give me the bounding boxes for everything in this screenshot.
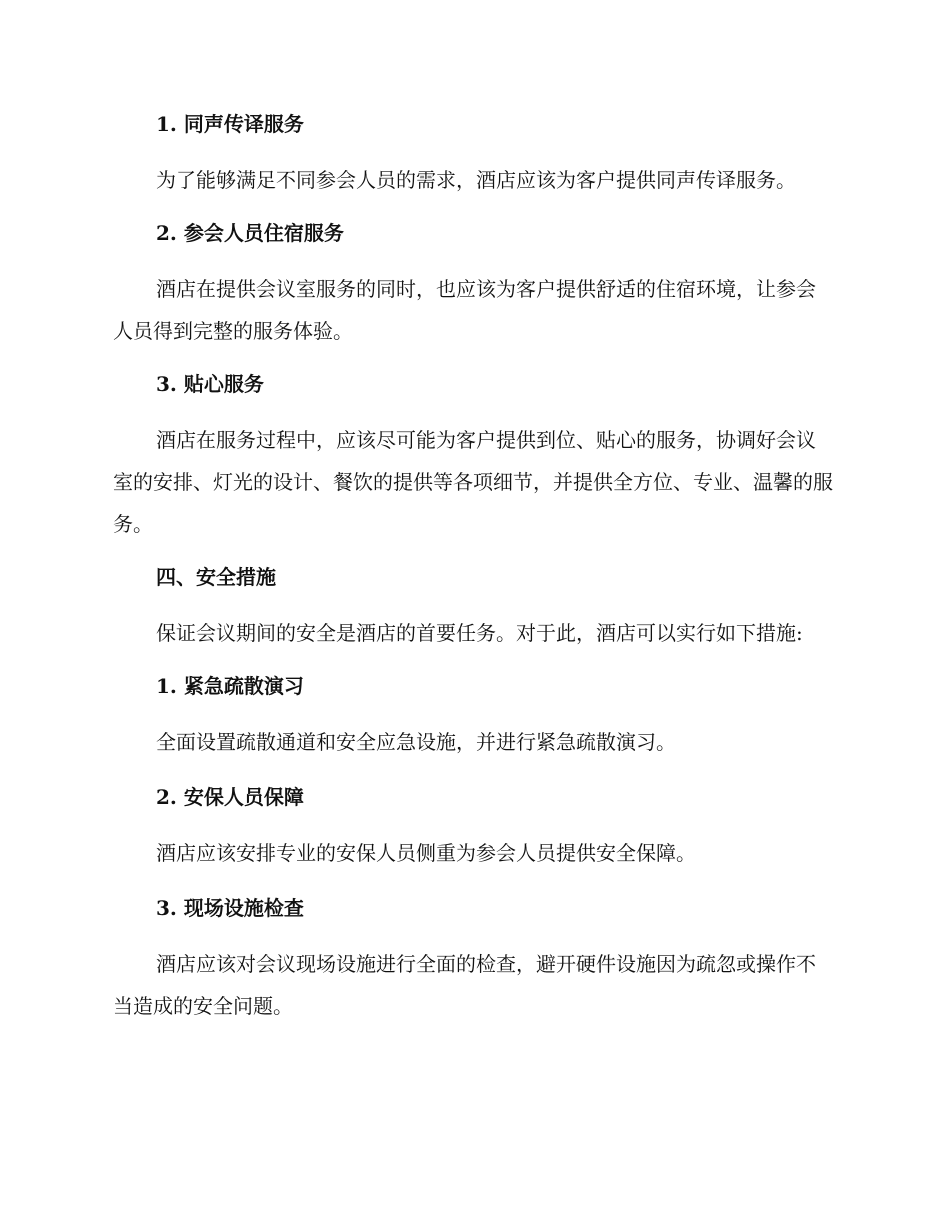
section-paragraph: 全面设置疏散通道和安全应急设施，并进行紧急疏散演习。: [156, 730, 676, 754]
section-heading: 2. 安保人员保障: [156, 785, 304, 809]
section-heading: 1. 同声传译服务: [156, 112, 304, 136]
section-heading: 3. 现场设施检查: [156, 896, 304, 920]
section-heading: 3. 贴心服务: [156, 372, 264, 396]
section-paragraph: 为了能够满足不同参会人员的需求，酒店应该为客户提供同声传译服务。: [156, 168, 796, 192]
section-paragraph: 酒店应该安排专业的安保人员侧重为参会人员提供安全保障。: [156, 841, 696, 865]
section-paragraph: 酒店在服务过程中，应该尽可能为客户提供到位、贴心的服务，协调好会议室的安排、灯光的设计、餐饮的提供等各项细节，并提供全方位、专业、温馨的服务。: [113, 428, 833, 536]
section-paragraph: 保证会议期间的安全是酒店的首要任务。对于此，酒店可以实行如下措施:: [156, 621, 803, 645]
section-heading: 2. 参会人员住宿服务: [156, 221, 344, 245]
document-body: [113, 104, 833, 1039]
section-paragraph: 酒店应该对会议现场设施进行全面的检查，避开硬件设施因为疏忽或操作不当造成的安全问题。: [113, 952, 816, 1018]
section-heading: 四、安全措施: [156, 565, 276, 589]
section-heading: 1. 紧急疏散演习: [156, 674, 304, 698]
section-paragraph: 酒店在提供会议室服务的同时，也应该为客户提供舒适的住宿环境，让参会人员得到完整的服务体验。: [113, 277, 816, 343]
